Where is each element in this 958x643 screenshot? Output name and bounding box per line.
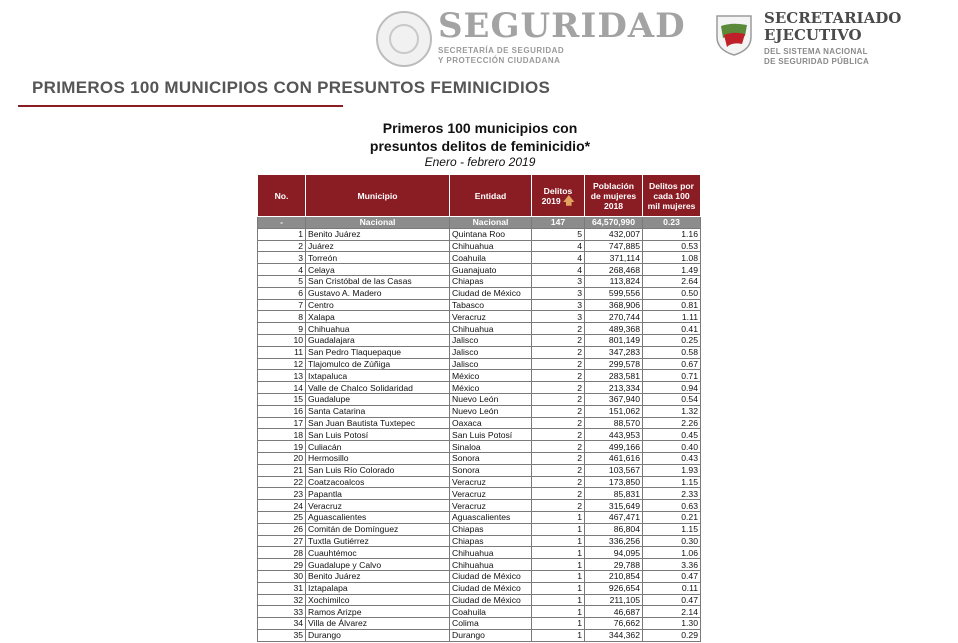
row-tasa: 0.71 (643, 370, 701, 382)
row-entidad: Jalisco (450, 334, 532, 346)
table-row (258, 323, 701, 335)
row-delitos: 3 (532, 287, 585, 299)
table-row (258, 535, 701, 547)
row-entidad: Guanajuato (450, 264, 532, 276)
row-municipio: Ixtapaluca (306, 370, 450, 382)
row-no: 19 (258, 441, 306, 453)
table-row (258, 334, 701, 346)
col-header-tasa (643, 175, 701, 217)
row-entidad: Veracruz (450, 488, 532, 500)
row-no: 3 (258, 252, 306, 264)
table-header-row (258, 175, 701, 217)
tasa-label-2: cada 100 (653, 190, 690, 201)
national-delitos: 147 (532, 217, 585, 229)
row-tasa: 1.49 (643, 264, 701, 276)
row-municipio: Guadalupe (306, 393, 450, 405)
row-delitos: 1 (532, 618, 585, 630)
row-municipio: Celaya (306, 264, 450, 276)
poblacion-label-3: 2018 (603, 200, 624, 211)
row-tasa: 1.32 (643, 405, 701, 417)
row-delitos: 4 (532, 240, 585, 252)
row-delitos: 4 (532, 252, 585, 264)
table-row (258, 382, 701, 394)
row-no: 15 (258, 393, 306, 405)
secretariado-subtitle (764, 47, 869, 67)
row-entidad: Sonora (450, 452, 532, 464)
table-row (258, 464, 701, 476)
row-delitos: 2 (532, 323, 585, 335)
brand-sub-line-1: SECRETARÍA DE SEGURIDAD (438, 46, 565, 55)
row-entidad: Chiapas (450, 275, 532, 287)
row-delitos: 2 (532, 488, 585, 500)
row-municipio: Iztapalapa (306, 582, 450, 594)
table-row (258, 252, 701, 264)
row-tasa: 0.21 (643, 511, 701, 523)
row-delitos: 1 (532, 523, 585, 535)
row-delitos: 5 (532, 228, 585, 240)
row-municipio: Torreón (306, 252, 450, 264)
row-poblacion: 599,556 (585, 287, 643, 299)
row-entidad: Sinaloa (450, 441, 532, 453)
row-poblacion: 747,885 (585, 240, 643, 252)
table-row (258, 393, 701, 405)
row-municipio: San Juan Bautista Tuxtepec (306, 417, 450, 429)
row-no: 33 (258, 606, 306, 618)
row-entidad: México (450, 370, 532, 382)
row-no: 7 (258, 299, 306, 311)
row-no: 8 (258, 311, 306, 323)
row-delitos: 2 (532, 393, 585, 405)
row-poblacion: 368,906 (585, 299, 643, 311)
row-tasa: 0.53 (643, 240, 701, 252)
row-poblacion: 499,166 (585, 441, 643, 453)
row-poblacion: 344,362 (585, 629, 643, 641)
row-entidad: Ciudad de México (450, 594, 532, 606)
row-municipio: Guadalajara (306, 334, 450, 346)
col-header-poblacion (585, 175, 643, 217)
table-row (258, 358, 701, 370)
row-entidad: Coahuila (450, 252, 532, 264)
row-tasa: 1.15 (643, 476, 701, 488)
row-tasa: 0.41 (643, 323, 701, 335)
row-tasa: 2.33 (643, 488, 701, 500)
row-poblacion: 103,567 (585, 464, 643, 476)
row-entidad: Chihuahua (450, 240, 532, 252)
row-municipio: Veracruz (306, 500, 450, 512)
table-row (258, 441, 701, 453)
row-entidad: Chihuahua (450, 323, 532, 335)
table-row (258, 452, 701, 464)
row-municipio: San Luis Potosí (306, 429, 450, 441)
table-row (258, 500, 701, 512)
row-tasa: 0.81 (643, 299, 701, 311)
table-row (258, 417, 701, 429)
table-title-line-1: Primeros 100 municipios con (382, 120, 578, 136)
row-poblacion: 443,953 (585, 429, 643, 441)
row-tasa: 0.63 (643, 500, 701, 512)
row-poblacion: 347,283 (585, 346, 643, 358)
row-poblacion: 94,095 (585, 547, 643, 559)
row-tasa: 0.11 (643, 582, 701, 594)
tasa-label-3: mil mujeres (647, 200, 696, 211)
delitos-label-2: 2019 (541, 195, 561, 206)
row-municipio: Chihuahua (306, 323, 450, 335)
row-delitos: 1 (532, 606, 585, 618)
row-entidad: Sonora (450, 464, 532, 476)
seguridad-brand-subtitle (438, 46, 564, 66)
row-no: 29 (258, 559, 306, 571)
row-delitos: 1 (532, 559, 585, 571)
row-municipio: Comitán de Domínguez (306, 523, 450, 535)
row-poblacion: 86,804 (585, 523, 643, 535)
poblacion-label-1: Población (592, 180, 635, 191)
row-no: 11 (258, 346, 306, 358)
row-entidad: Veracruz (450, 476, 532, 488)
table-row (258, 476, 701, 488)
row-poblacion: 151,062 (585, 405, 643, 417)
row-poblacion: 283,581 (585, 370, 643, 382)
table-row (258, 228, 701, 240)
row-tasa: 0.67 (643, 358, 701, 370)
row-poblacion: 113,824 (585, 275, 643, 287)
row-poblacion: 926,654 (585, 582, 643, 594)
row-poblacion: 801,149 (585, 334, 643, 346)
row-no: 5 (258, 275, 306, 287)
municipios-table (257, 174, 701, 642)
table-row (258, 488, 701, 500)
table-row (258, 618, 701, 630)
row-no: 9 (258, 323, 306, 335)
row-entidad: Tabasco (450, 299, 532, 311)
row-delitos: 1 (532, 629, 585, 641)
row-entidad: San Luis Potosí (450, 429, 532, 441)
national-municipio: Nacional (306, 217, 450, 229)
row-entidad: Ciudad de México (450, 287, 532, 299)
row-delitos: 2 (532, 441, 585, 453)
row-entidad: Colima (450, 618, 532, 630)
row-tasa: 0.50 (643, 287, 701, 299)
row-poblacion: 29,788 (585, 559, 643, 571)
row-entidad: Oaxaca (450, 417, 532, 429)
row-no: 22 (258, 476, 306, 488)
row-poblacion: 76,662 (585, 618, 643, 630)
table-row (258, 275, 701, 287)
national-total-row (258, 217, 701, 229)
national-tasa: 0.23 (643, 217, 701, 229)
row-poblacion: 211,105 (585, 594, 643, 606)
row-no: 23 (258, 488, 306, 500)
table-row (258, 523, 701, 535)
row-delitos: 1 (532, 594, 585, 606)
table-subtitle: Enero - febrero 2019 (424, 155, 536, 169)
row-municipio: Tuxtla Gutiérrez (306, 535, 450, 547)
row-no: 35 (258, 629, 306, 641)
national-no: - (258, 217, 306, 229)
table-row (258, 240, 701, 252)
row-tasa: 3.36 (643, 559, 701, 571)
row-entidad: Nuevo León (450, 405, 532, 417)
row-no: 31 (258, 582, 306, 594)
table-row (258, 594, 701, 606)
row-municipio: San Pedro Tlaquepaque (306, 346, 450, 358)
row-delitos: 2 (532, 405, 585, 417)
secretariado-shield-logo (714, 13, 754, 57)
row-municipio: Aguascalientes (306, 511, 450, 523)
row-poblacion: 299,578 (585, 358, 643, 370)
row-municipio: San Cristóbal de las Casas (306, 275, 450, 287)
col-header-entidad: Entidad (450, 175, 532, 217)
row-entidad: Chiapas (450, 535, 532, 547)
row-municipio: Hermosillo (306, 452, 450, 464)
row-no: 27 (258, 535, 306, 547)
table-row (258, 264, 701, 276)
row-no: 13 (258, 370, 306, 382)
national-entidad: Nacional (450, 217, 532, 229)
row-entidad: México (450, 382, 532, 394)
table-row (258, 429, 701, 441)
brand-sub-line-2: Y PROTECCIÓN CIUDADANA (438, 56, 561, 65)
row-municipio: Xalapa (306, 311, 450, 323)
table-row (258, 547, 701, 559)
row-tasa: 1.15 (643, 523, 701, 535)
row-delitos: 1 (532, 535, 585, 547)
row-poblacion: 461,616 (585, 452, 643, 464)
row-municipio: Papantla (306, 488, 450, 500)
row-tasa: 0.43 (643, 452, 701, 464)
delitos-label-1: Delitos (543, 185, 573, 196)
row-delitos: 1 (532, 547, 585, 559)
row-delitos: 1 (532, 582, 585, 594)
row-no: 12 (258, 358, 306, 370)
row-entidad: Quintana Roo (450, 228, 532, 240)
row-tasa: 1.08 (643, 252, 701, 264)
row-municipio: Benito Juárez (306, 570, 450, 582)
row-no: 25 (258, 511, 306, 523)
row-no: 4 (258, 264, 306, 276)
row-delitos: 2 (532, 382, 585, 394)
row-municipio: Benito Juárez (306, 228, 450, 240)
row-delitos: 2 (532, 476, 585, 488)
row-delitos: 4 (532, 264, 585, 276)
row-entidad: Aguascalientes (450, 511, 532, 523)
row-delitos: 2 (532, 452, 585, 464)
row-tasa: 0.94 (643, 382, 701, 394)
table-row (258, 629, 701, 641)
row-entidad: Ciudad de México (450, 582, 532, 594)
row-municipio: Cuauhtémoc (306, 547, 450, 559)
row-delitos: 3 (532, 311, 585, 323)
row-no: 24 (258, 500, 306, 512)
row-delitos: 3 (532, 275, 585, 287)
row-no: 17 (258, 417, 306, 429)
row-tasa: 0.29 (643, 629, 701, 641)
row-municipio: Villa de Álvarez (306, 618, 450, 630)
row-entidad: Ciudad de México (450, 570, 532, 582)
row-tasa: 0.47 (643, 594, 701, 606)
row-municipio: Tlajomulco de Zúñiga (306, 358, 450, 370)
table-row (258, 570, 701, 582)
row-tasa: 1.06 (643, 547, 701, 559)
table-row (258, 606, 701, 618)
row-delitos: 2 (532, 358, 585, 370)
table-row (258, 299, 701, 311)
table-row (258, 346, 701, 358)
row-tasa: 0.25 (643, 334, 701, 346)
row-municipio: Culiacán (306, 441, 450, 453)
col-header-delitos (532, 175, 585, 217)
row-entidad: Chiapas (450, 523, 532, 535)
row-poblacion: 367,940 (585, 393, 643, 405)
row-entidad: Durango (450, 629, 532, 641)
row-delitos: 2 (532, 370, 585, 382)
sort-arrow-up-icon: 🡅 (563, 194, 575, 207)
row-no: 34 (258, 618, 306, 630)
row-entidad: Veracruz (450, 500, 532, 512)
se-title-line-1: SECRETARIADO (764, 9, 902, 27)
se-sub-line-1: DEL SISTEMA NACIONAL (764, 47, 868, 56)
row-municipio: Santa Catarina (306, 405, 450, 417)
col-header-no: No. (258, 175, 306, 217)
row-tasa: 2.64 (643, 275, 701, 287)
row-poblacion: 88,570 (585, 417, 643, 429)
seguridad-brand: SEGURIDAD (438, 6, 686, 46)
row-delitos: 3 (532, 299, 585, 311)
se-sub-line-2: DE SEGURIDAD PÚBLICA (764, 57, 870, 66)
row-poblacion: 173,850 (585, 476, 643, 488)
row-no: 18 (258, 429, 306, 441)
row-no: 1 (258, 228, 306, 240)
table-title-line-2: presuntos delitos de feminicidio* (369, 138, 591, 154)
table-row (258, 511, 701, 523)
se-title-line-2: EJECUTIVO (764, 26, 862, 44)
row-poblacion: 489,368 (585, 323, 643, 335)
row-poblacion: 268,468 (585, 264, 643, 276)
tasa-label-1: Delitos por (649, 180, 694, 191)
page-title: PRIMEROS 100 MUNICIPIOS CON PRESUNTOS FEMINICIDIOS (32, 78, 551, 97)
row-poblacion: 371,114 (585, 252, 643, 264)
row-tasa: 0.40 (643, 441, 701, 453)
table-row (258, 405, 701, 417)
row-poblacion: 336,256 (585, 535, 643, 547)
row-delitos: 2 (532, 500, 585, 512)
row-tasa: 2.14 (643, 606, 701, 618)
row-no: 26 (258, 523, 306, 535)
row-entidad: Veracruz (450, 311, 532, 323)
row-entidad: Coahuila (450, 606, 532, 618)
heading-underline (18, 105, 343, 107)
row-poblacion: 46,687 (585, 606, 643, 618)
mexico-coat-of-arms-seal (376, 11, 432, 67)
row-municipio: San Luis Río Colorado (306, 464, 450, 476)
row-poblacion: 213,334 (585, 382, 643, 394)
table-row (258, 311, 701, 323)
row-tasa: 0.45 (643, 429, 701, 441)
secretariado-title (764, 10, 901, 44)
row-municipio: Centro (306, 299, 450, 311)
row-poblacion: 270,744 (585, 311, 643, 323)
row-poblacion: 210,854 (585, 570, 643, 582)
row-no: 2 (258, 240, 306, 252)
table-row (258, 559, 701, 571)
row-entidad: Nuevo León (450, 393, 532, 405)
row-no: 30 (258, 570, 306, 582)
row-tasa: 1.30 (643, 618, 701, 630)
col-header-municipio: Municipio (306, 175, 450, 217)
row-tasa: 2.26 (643, 417, 701, 429)
table-row (258, 287, 701, 299)
row-tasa: 0.58 (643, 346, 701, 358)
row-no: 21 (258, 464, 306, 476)
row-no: 16 (258, 405, 306, 417)
table-row (258, 582, 701, 594)
row-municipio: Xochimilco (306, 594, 450, 606)
row-no: 10 (258, 334, 306, 346)
row-delitos: 2 (532, 417, 585, 429)
row-no: 14 (258, 382, 306, 394)
row-tasa: 0.47 (643, 570, 701, 582)
row-poblacion: 467,471 (585, 511, 643, 523)
row-delitos: 2 (532, 334, 585, 346)
row-delitos: 1 (532, 511, 585, 523)
row-municipio: Coatzacoalcos (306, 476, 450, 488)
row-no: 20 (258, 452, 306, 464)
row-no: 28 (258, 547, 306, 559)
row-tasa: 0.30 (643, 535, 701, 547)
row-tasa: 1.93 (643, 464, 701, 476)
row-tasa: 0.54 (643, 393, 701, 405)
row-municipio: Ramos Arizpe (306, 606, 450, 618)
row-no: 6 (258, 287, 306, 299)
row-delitos: 2 (532, 346, 585, 358)
row-poblacion: 315,649 (585, 500, 643, 512)
row-entidad: Jalisco (450, 346, 532, 358)
poblacion-label-2: de mujeres (590, 190, 637, 201)
row-municipio: Guadalupe y Calvo (306, 559, 450, 571)
row-municipio: Juárez (306, 240, 450, 252)
row-entidad: Chihuahua (450, 547, 532, 559)
row-poblacion: 432,007 (585, 228, 643, 240)
row-municipio: Gustavo A. Madero (306, 287, 450, 299)
row-delitos: 2 (532, 429, 585, 441)
row-tasa: 1.11 (643, 311, 701, 323)
row-delitos: 2 (532, 464, 585, 476)
row-delitos: 1 (532, 570, 585, 582)
row-tasa: 1.16 (643, 228, 701, 240)
row-entidad: Jalisco (450, 358, 532, 370)
row-poblacion: 85,831 (585, 488, 643, 500)
row-municipio: Valle de Chalco Solidaridad (306, 382, 450, 394)
row-municipio: Durango (306, 629, 450, 641)
row-no: 32 (258, 594, 306, 606)
national-poblacion: 64,570,990 (585, 217, 643, 229)
row-entidad: Chihuahua (450, 559, 532, 571)
table-row (258, 370, 701, 382)
